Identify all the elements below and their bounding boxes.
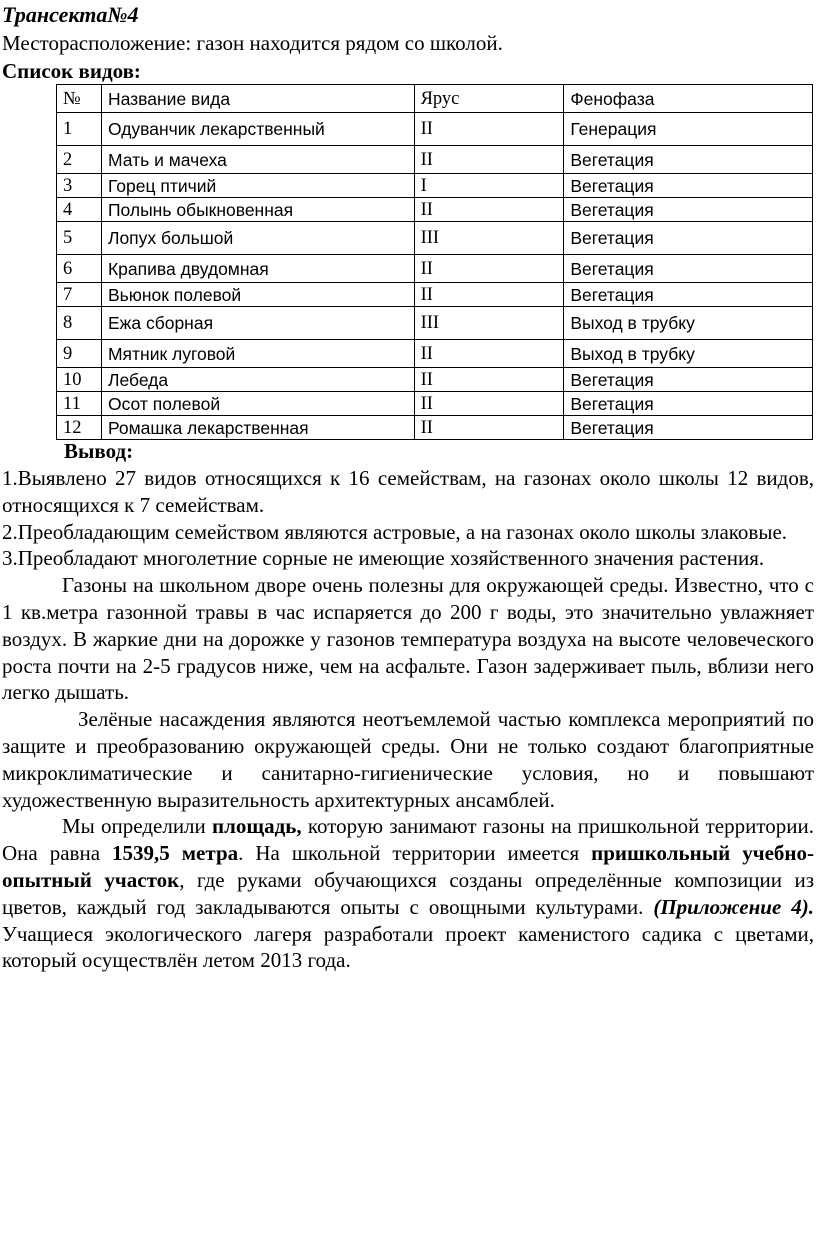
cell-tier: III: [414, 307, 564, 340]
cell-tier: II: [414, 340, 564, 368]
cell-phase: Вегетация: [564, 222, 813, 255]
bold-text: площадь,: [212, 814, 302, 839]
cell-name: Полынь обыкновенная: [101, 198, 414, 222]
text-run: . На школьной территории имеется: [238, 841, 592, 866]
bold-text: 1539,5 метра: [112, 841, 239, 866]
cell-phase: Вегетация: [564, 368, 813, 392]
cell-num: 5: [57, 222, 102, 255]
conclusion-heading: Вывод:: [64, 439, 134, 463]
cell-tier: II: [414, 283, 564, 307]
cell-tier: II: [414, 113, 564, 146]
cell-tier: II: [414, 146, 564, 174]
table-header-row: [57, 85, 813, 113]
cell-name: Одуванчик лекарственный: [101, 113, 414, 146]
species-table: [56, 84, 813, 440]
cell-phase: Вегетация: [564, 283, 813, 307]
table-row: [57, 283, 813, 307]
conclusion-item: 3.Преобладают многолетние сорные не имеющие хозяйственного значения растения.: [2, 546, 765, 571]
cell-num: 6: [57, 255, 102, 283]
table-row: [57, 113, 813, 146]
table-row: [57, 198, 813, 222]
cell-phase: Выход в трубку: [564, 340, 813, 368]
table-row: [57, 222, 813, 255]
cell-num: 2: [57, 146, 102, 174]
cell-phase: Вегетация: [564, 198, 813, 222]
cell-name: Ежа сборная: [101, 307, 414, 340]
bold-italic-text: (Приложение 4).: [653, 894, 815, 919]
header-num: №: [57, 85, 102, 113]
page-title: Трансекта№4: [2, 2, 139, 27]
text-run: которую занимают газоны на пришкольной территории. Она равна: [2, 814, 814, 866]
cell-name: Осот полевой: [101, 392, 414, 416]
cell-phase: Вегетация: [564, 416, 813, 440]
cell-num: 11: [57, 392, 102, 416]
cell-phase: Генерация: [564, 113, 813, 146]
cell-num: 12: [57, 416, 102, 440]
cell-name: Мятник луговой: [101, 340, 414, 368]
cell-num: 8: [57, 307, 102, 340]
cell-num: 7: [57, 283, 102, 307]
cell-num: 1: [57, 113, 102, 146]
cell-tier: III: [414, 222, 564, 255]
cell-name: Вьюнок полевой: [101, 283, 414, 307]
table-row: [57, 416, 813, 440]
cell-tier: II: [414, 416, 564, 440]
paragraph-green-spaces: Зелёные насаждения являются неотъемлемой частью комплекса мероприятий по защите и преобразованию окружающей среды. Они не только создают благоприятные микроклиматические и санитарно-гигиенические условия, но и повышают художественную выразительность архитектурных ансамблей.: [2, 707, 814, 812]
cell-tier: II: [414, 255, 564, 283]
header-phase: Фенофаза: [564, 85, 813, 113]
table-row: [57, 255, 813, 283]
cell-phase: Вегетация: [564, 255, 813, 283]
body-text: [2, 465, 814, 974]
table-row: [57, 146, 813, 174]
cell-name: Лопух большой: [101, 222, 414, 255]
cell-name: Лебеда: [101, 368, 414, 392]
cell-name: Горец птичий: [101, 174, 414, 198]
paragraph-lawns: Газоны на школьном дворе очень полезны для окружающей среды. Известно, что с 1 кв.метра газонной травы в час испаряется до 200 г воды, это значительно увлажняет воздух. В жаркие дни на дорожке у газонов температура воздуха на высоте человеческого роста почти на 2-5 градусов ниже, чем на асфальте. Газон задерживает пыль, вблизи него легко дышать.: [2, 573, 814, 705]
cell-phase: Вегетация: [564, 174, 813, 198]
cell-phase: Вегетация: [564, 146, 813, 174]
conclusion-item: 2.Преобладающим семейством являются астровые, а на газонах около школы злаковые.: [2, 519, 788, 544]
cell-tier: II: [414, 392, 564, 416]
cell-name: Крапива двудомная: [101, 255, 414, 283]
cell-num: 9: [57, 340, 102, 368]
species-list-heading: Список видов:: [2, 59, 141, 83]
cell-num: 10: [57, 368, 102, 392]
table-row: [57, 340, 813, 368]
table-row: [57, 392, 813, 416]
cell-tier: II: [414, 368, 564, 392]
header-tier: Ярус: [414, 85, 564, 113]
cell-tier: II: [414, 198, 564, 222]
cell-num: 3: [57, 174, 102, 198]
text-run: , где руками обучающихся созданы определённые композиции из цветов, каждый год закладываются опыты с овощными культурами.: [2, 867, 814, 919]
location-line: Месторасположение: газон находится рядом со школой.: [2, 31, 503, 55]
cell-phase: Выход в трубку: [564, 307, 813, 340]
header-name: Название вида: [101, 85, 414, 113]
paragraph-area: [2, 813, 814, 974]
conclusion-item: 1.Выявлено 27 видов относящихся к 16 семействам, на газонах около школы 12 видов, относящихся к 7 семействам.: [2, 466, 814, 517]
cell-name: Ромашка лекарственная: [101, 416, 414, 440]
cell-phase: Вегетация: [564, 392, 813, 416]
table-row: [57, 307, 813, 340]
table-row: [57, 368, 813, 392]
text-run: Мы определили: [62, 814, 213, 839]
text-run: Учащиеся экологического лагеря разработали проект каменистого садика с цветами, который осуществлён летом 2013 года.: [2, 921, 814, 973]
cell-name: Мать и мачеха: [101, 146, 414, 174]
table-row: [57, 174, 813, 198]
cell-tier: I: [414, 174, 564, 198]
bold-text: пришкольный учебно-опытный участок: [2, 841, 814, 892]
cell-num: 4: [57, 198, 102, 222]
